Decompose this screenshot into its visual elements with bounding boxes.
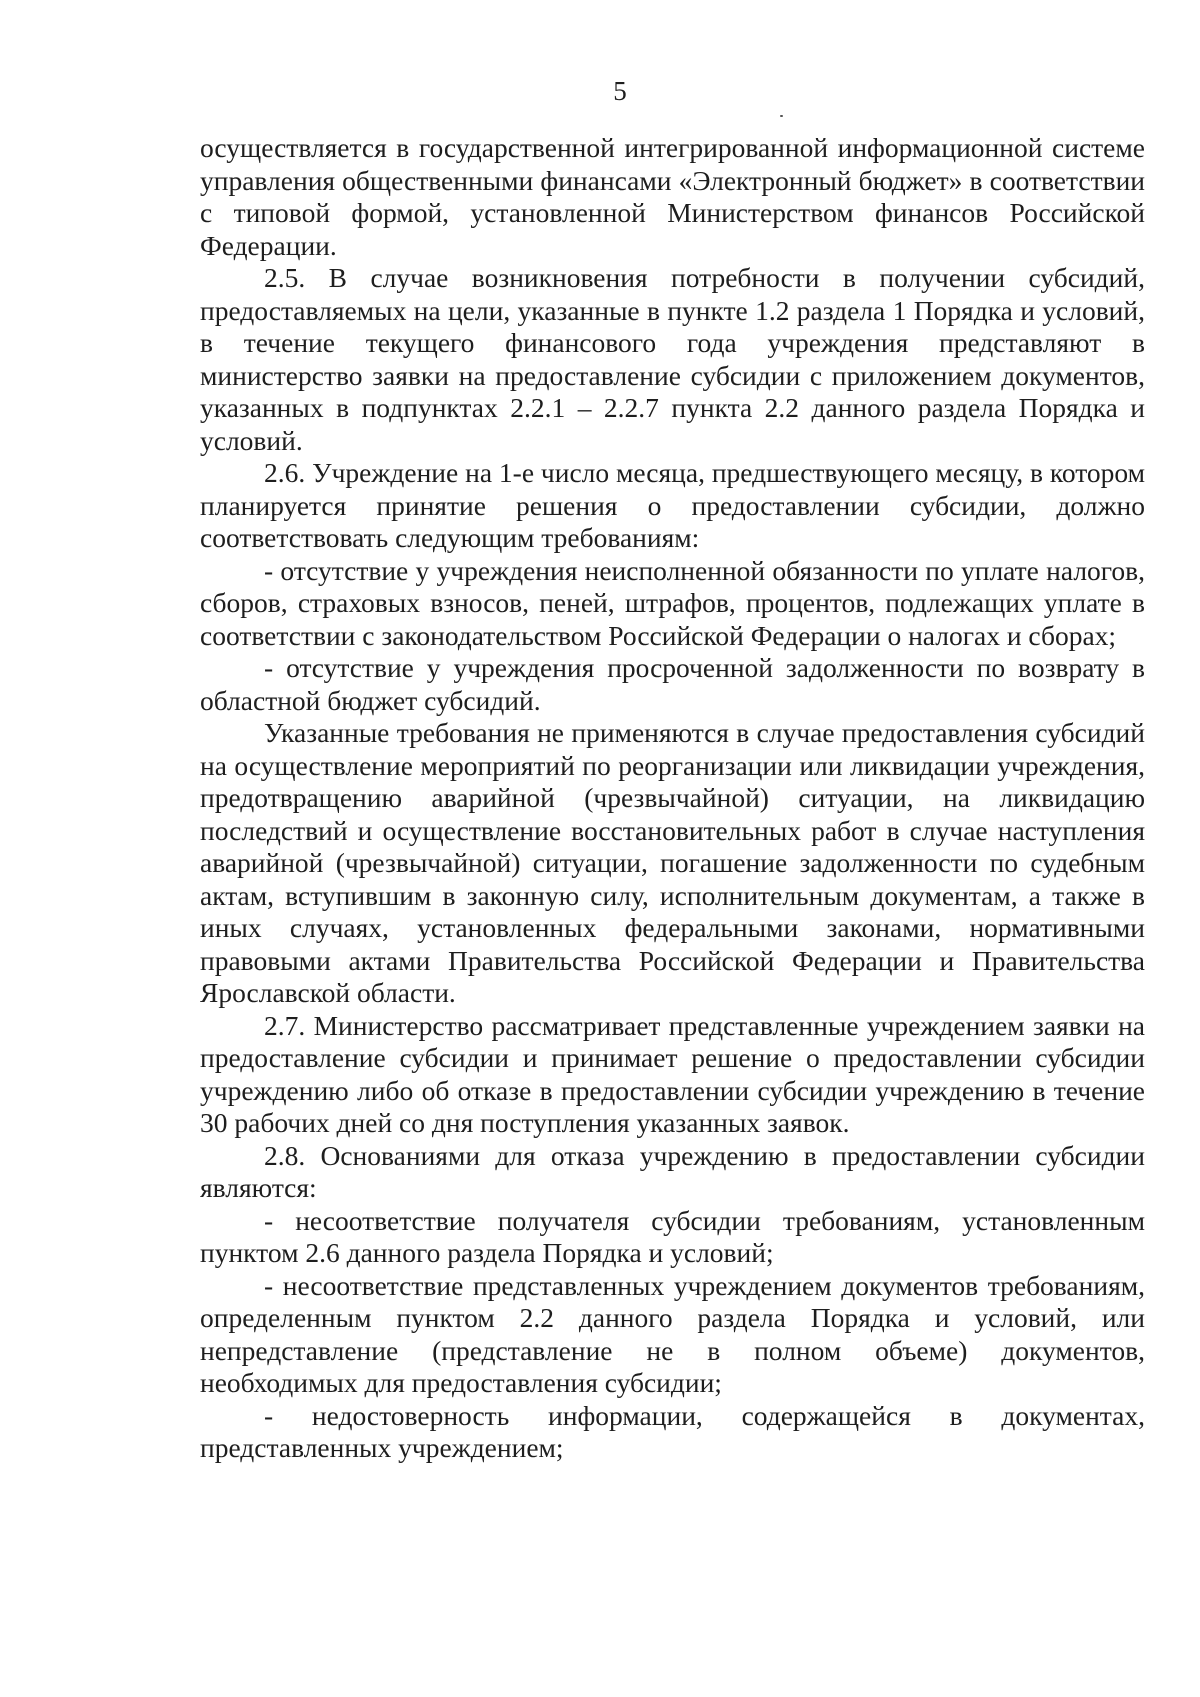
- paragraph-2-6: 2.6. Учреждение на 1-е число месяца, предшествующего месяцу, в котором планируется принятие решения о предоставлении субсидии, должно соответствовать следующим требованиям:: [200, 457, 1145, 553]
- paragraph-2-7: 2.7. Министерство рассматривает представленные учреждением заявки на предоставление субсидии и принимает решение о предоставлении субсидии учреждению либо об отказе в предоставлении субсидии учреждению в течение 30 рабочих дней со дня поступления указанных заявок.: [200, 1009, 1145, 1138]
- paragraph-continuation: осуществляется в государственной интегрированной информационной системе управления общественными финансами «Электронный бюджет» в соответствии с типовой формой, установленной Министерством финансов Российской Федерации.: [200, 132, 1145, 261]
- paragraph-2-5: 2.5. В случае возникновения потребности в получении субсидий, предоставляемых на цели, указанные в пункте 1.2 раздела 1 Порядка и условий, в течение текущего финансового года учреждения представляют в министерство заявки на предоставление субсидии с приложением документов, указанных в подпунктах 2.2.1 – 2.2.7 пункта 2.2 данного раздела Порядка и условий.: [200, 262, 1145, 456]
- list-item-noncompliance-recipient: - несоответствие получателя субсидии требованиям, установленным пунктом 2.6 данного раздела Порядка и условий;: [200, 1204, 1145, 1268]
- list-item-no-tax-debt: - отсутствие у учреждения неисполненной обязанности по уплате налогов, сборов, страховых взносов, пеней, штрафов, процентов, подлежащих уплате в соответствии с законодательством Российской Федерации о налогах и сборах;: [200, 554, 1145, 651]
- list-item-unreliable-info: - недостоверность информации, содержащейся в документах, представленных учреждением;: [200, 1399, 1145, 1463]
- list-item-noncompliance-documents: - несоответствие представленных учреждением документов требованиям, определенным пунктом 2.2 данного раздела Порядка и условий, или непредставление (представление не в полном объеме) документов, необходимых для предоставления субсидии;: [200, 1269, 1145, 1398]
- paragraph-2-8: 2.8. Основаниями для отказа учреждению в предоставлении субсидии являются:: [200, 1139, 1145, 1203]
- list-item-no-overdue-debt: - отсутствие у учреждения просроченной задолженности по возврату в областной бюджет субсидий.: [200, 652, 1145, 716]
- paragraph-exceptions: Указанные требования не применяются в случае предоставления субсидий на осуществление мероприятий по реорганизации или ликвидации учреждения, предотвращению аварийной (чрезвычайной) ситуации, на ликвидацию последствий и осуществление восстановительных работ в случае наступления аварийной (чрезвычайной) ситуации, погашение задолженности по судебным актам, вступившим в законную силу, исполнительным документам, а также в иных случаях, установленных федеральными законами, нормативными правовыми актами Правительства Российской Федерации и Правительства Ярославской области.: [200, 717, 1145, 1008]
- scan-speck: [780, 115, 783, 117]
- document-body: [200, 132, 1145, 1465]
- page-number: 5: [613, 76, 627, 106]
